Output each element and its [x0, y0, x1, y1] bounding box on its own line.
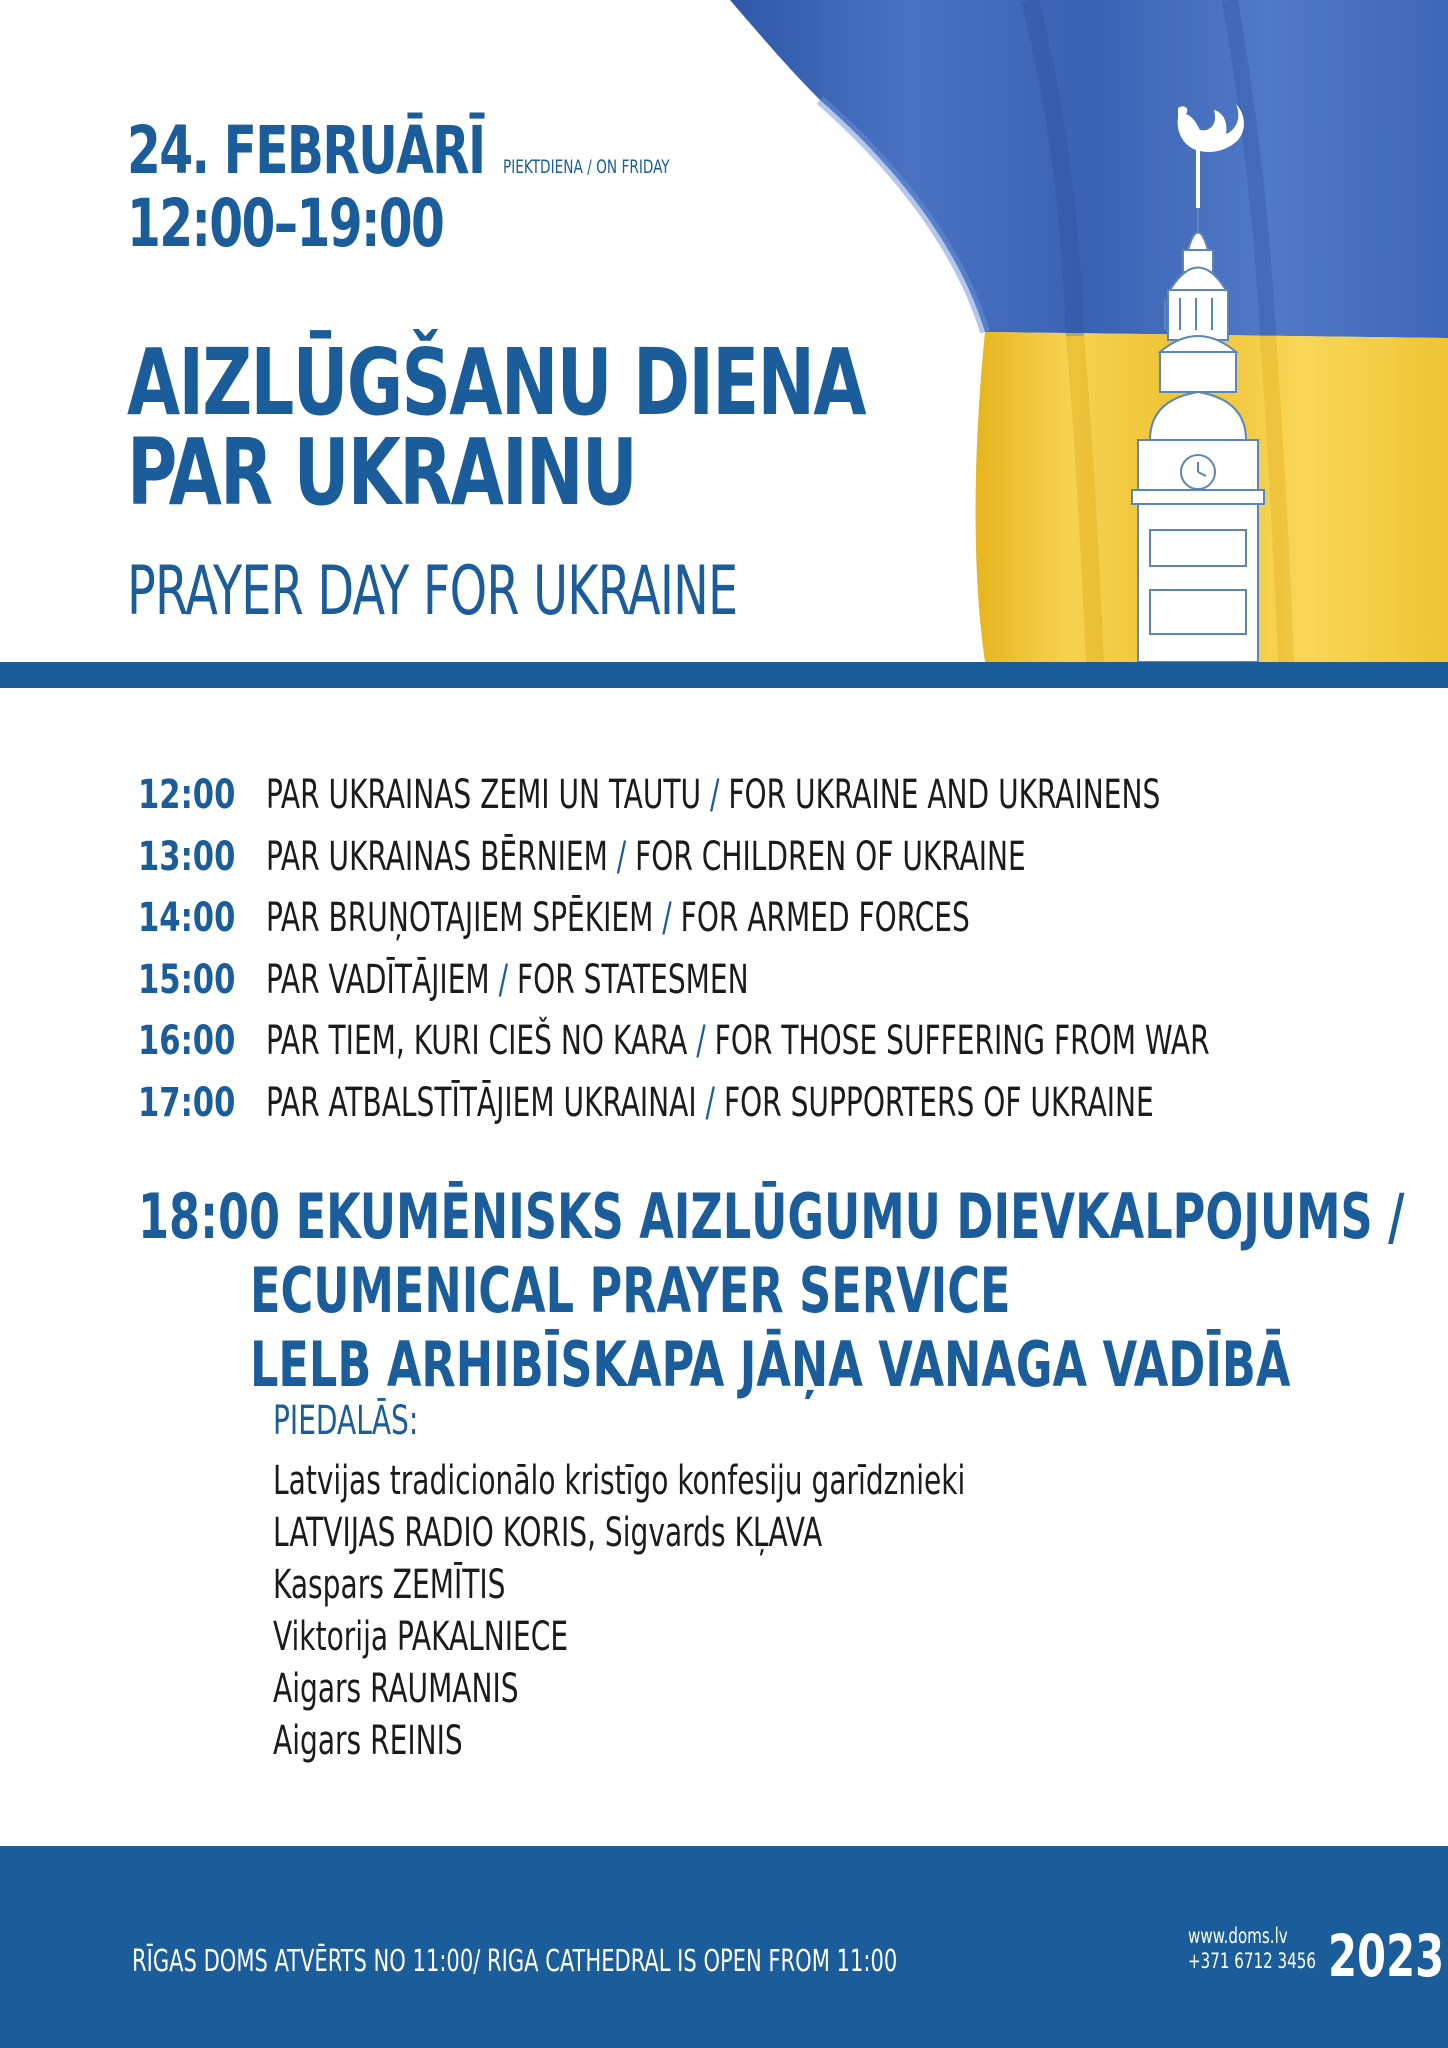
schedule-en: FOR STATESMEN: [516, 956, 749, 1003]
schedule-separator: /: [662, 895, 672, 941]
participant-item: Viktorija PAKALNIECE: [273, 1614, 569, 1660]
schedule-en: FOR CHILDREN OF UKRAINE: [635, 833, 1026, 880]
schedule-time: 16:00: [138, 1018, 236, 1064]
schedule-text: [266, 772, 1160, 818]
participant-item: LATVIJAS RADIO KORIS, Sigvards KĻAVA: [273, 1510, 823, 1556]
schedule-row: [138, 1018, 1448, 1080]
service-time: 18:00: [138, 1180, 281, 1253]
schedule-lv: PAR UKRAINAS ZEMI UN TAUTU: [266, 772, 702, 818]
hero-section: [0, 0, 1448, 662]
schedule-en: FOR SUPPORTERS OF UKRAINE: [723, 1079, 1154, 1126]
schedule-time: 13:00: [138, 833, 236, 880]
participants-heading: PIEDALĀS:: [273, 1398, 419, 1444]
page-subtitle: PRAYER DAY FOR UKRAINE: [127, 552, 738, 631]
event-hours: 12:00–19:00: [127, 185, 444, 262]
title-lv-line1: AIZLŪGŠANU DIENA: [127, 329, 865, 436]
schedule-en: FOR UKRAINE AND UKRAINENS: [728, 772, 1161, 818]
schedule-lv: PAR VADĪTĀJIEM: [266, 956, 490, 1003]
event-date: 24. FEBRUĀRĪ: [127, 112, 485, 189]
schedule-separator: /: [705, 1079, 716, 1126]
year-label: 2023: [1328, 1922, 1445, 1990]
website-link[interactable]: www.doms.lv: [1188, 1924, 1288, 1948]
participant-item: Aigars REINIS: [273, 1718, 463, 1764]
schedule-separator: /: [710, 772, 720, 818]
service-line-1: [138, 1180, 1404, 1254]
schedule-row: [138, 895, 1448, 957]
schedule-lv: PAR TIEM, KURI CIEŠ NO KARA: [266, 1018, 688, 1064]
schedule-list: [138, 772, 1448, 1141]
schedule-text: [266, 895, 970, 941]
footer: [0, 1846, 1448, 2048]
contact-info: [1188, 1924, 1316, 1974]
schedule-text: [266, 834, 1026, 880]
schedule-separator: /: [498, 956, 509, 1003]
event-date-block: [127, 112, 711, 262]
schedule-row: [138, 834, 1448, 896]
schedule-text: [266, 1080, 1154, 1126]
divider-band: [0, 662, 1448, 688]
participant-item: Kaspars ZEMĪTIS: [273, 1562, 506, 1608]
schedule-row: [138, 957, 1448, 1019]
schedule-row: [138, 1080, 1448, 1142]
schedule-time: 15:00: [138, 956, 236, 1003]
schedule-text: [266, 1018, 1210, 1064]
title-lv-line2: PAR UKRAINU: [127, 419, 636, 526]
page-title: [127, 329, 865, 526]
participants-list: [273, 1455, 1161, 1767]
schedule-time: 17:00: [138, 1079, 236, 1126]
event-day: PIEKTDIENA / ON FRIDAY: [502, 156, 670, 178]
schedule-lv: PAR BRUŅOTAJIEM SPĒKIEM: [266, 895, 654, 941]
schedule-separator: /: [616, 833, 627, 880]
schedule-row: [138, 772, 1448, 834]
participant-item: Aigars RAUMANIS: [273, 1666, 519, 1712]
opening-hours-note: RĪGAS DOMS ATVĒRTS NO 11:00/ RIGA CATHEDRAL IS OPEN FROM 11:00: [132, 1944, 898, 1979]
schedule-lv: PAR UKRAINAS BĒRNIEM: [266, 833, 608, 880]
schedule-time: 14:00: [138, 895, 236, 941]
service-leader: LELB ARHIBĪSKAPA JĀŅA VANAGA VADĪBĀ: [250, 1328, 1291, 1401]
schedule-en: FOR ARMED FORCES: [680, 895, 970, 941]
service-block: [138, 1180, 1448, 1402]
phone-number: +371 6712 3456: [1188, 1949, 1317, 1973]
participant-item: Latvijas tradicionālo kristīgo konfesiju garīdznieki: [273, 1458, 966, 1504]
schedule-text: [266, 957, 749, 1003]
schedule-en: FOR THOSE SUFFERING FROM WAR: [714, 1018, 1210, 1064]
schedule-time: 12:00: [138, 772, 236, 818]
schedule-lv: PAR ATBALSTĪTĀJIEM UKRAINAI: [266, 1079, 697, 1126]
service-title-lv: EKUMĒNISKS AIZLŪGUMU DIEVKALPOJUMS /: [295, 1180, 1405, 1253]
service-title-en: ECUMENICAL PRAYER SERVICE: [250, 1254, 1011, 1327]
schedule-separator: /: [696, 1018, 706, 1064]
